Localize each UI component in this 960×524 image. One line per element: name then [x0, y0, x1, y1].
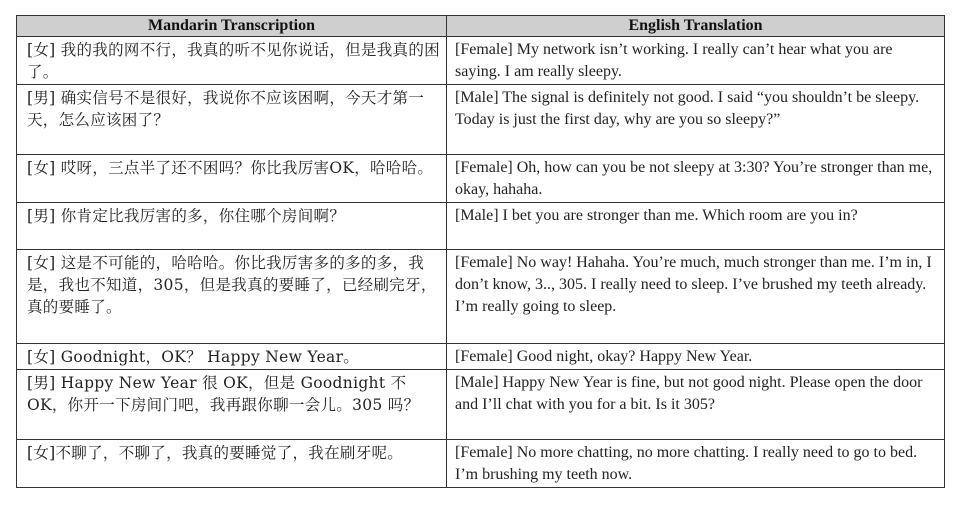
english-cell: [Female] Good night, okay? Happy New Year. — [447, 344, 945, 370]
english-cell: [Female] No more chatting, no more chatting. I really need to go to bed. I’m brushing my teeth now. — [447, 440, 945, 488]
mandarin-cell: [女]不聊了，不聊了，我真的要睡觉了，我在刷牙呢。 — [17, 440, 447, 488]
mandarin-cell: [男] 你肯定比我厉害的多，你住哪个房间啊？ — [17, 203, 447, 250]
transcript-table — [16, 15, 945, 488]
transcript-table-container — [16, 15, 944, 488]
table-row — [17, 440, 945, 488]
english-cell: [Female] Oh, how can you be not sleepy at 3:30? You’re stronger than me, okay, hahaha. — [447, 155, 945, 203]
english-cell: [Female] No way! Hahaha. You’re much, much stronger than me. I’m in, I don’t know, 3.., 305. I really need to sleep. I’ve brushed my teeth already. I’m really going to sleep. — [447, 250, 945, 344]
english-cell: [Female] My network isn’t working. I really can’t hear what you are saying. I am really sleepy. — [447, 37, 945, 85]
table-row — [17, 203, 945, 250]
table-row — [17, 250, 945, 344]
table-row — [17, 344, 945, 370]
mandarin-cell: [男] 确实信号不是很好，我说你不应该困啊，今天才第一天，怎么应该困了？ — [17, 85, 447, 155]
table-row — [17, 37, 945, 85]
mandarin-cell: [男] Happy New Year 很 OK，但是 Goodnight 不 OK，你开一下房间门吧，我再跟你聊一会儿。305 吗？ — [17, 370, 447, 440]
table-row — [17, 370, 945, 440]
header-english: English Translation — [447, 16, 945, 37]
mandarin-cell: [女] 这是不可能的，哈哈哈。你比我厉害多的多的多，我是，我也不知道，305，但是我真的要睡了，已经刷完牙，真的要睡了。 — [17, 250, 447, 344]
english-cell: [Male] Happy New Year is fine, but not good night. Please open the door and I’ll chat with you for a bit. Is it 305? — [447, 370, 945, 440]
table-row — [17, 155, 945, 203]
english-cell: [Male] The signal is definitely not good. I said “you shouldn’t be sleepy. Today is just the first day, why are you so sleepy?” — [447, 85, 945, 155]
header-row — [17, 16, 945, 37]
table-row — [17, 85, 945, 155]
mandarin-cell: [女] 哎呀，三点半了还不困吗？你比我厉害OK，哈哈哈。 — [17, 155, 447, 203]
mandarin-cell: [女] 我的我的网不行，我真的听不见你说话，但是我真的困了。 — [17, 37, 447, 85]
english-cell: [Male] I bet you are stronger than me. Which room are you in? — [447, 203, 945, 250]
mandarin-cell: [女] Goodnight，OK？ Happy New Year。 — [17, 344, 447, 370]
header-mandarin: Mandarin Transcription — [17, 16, 447, 37]
